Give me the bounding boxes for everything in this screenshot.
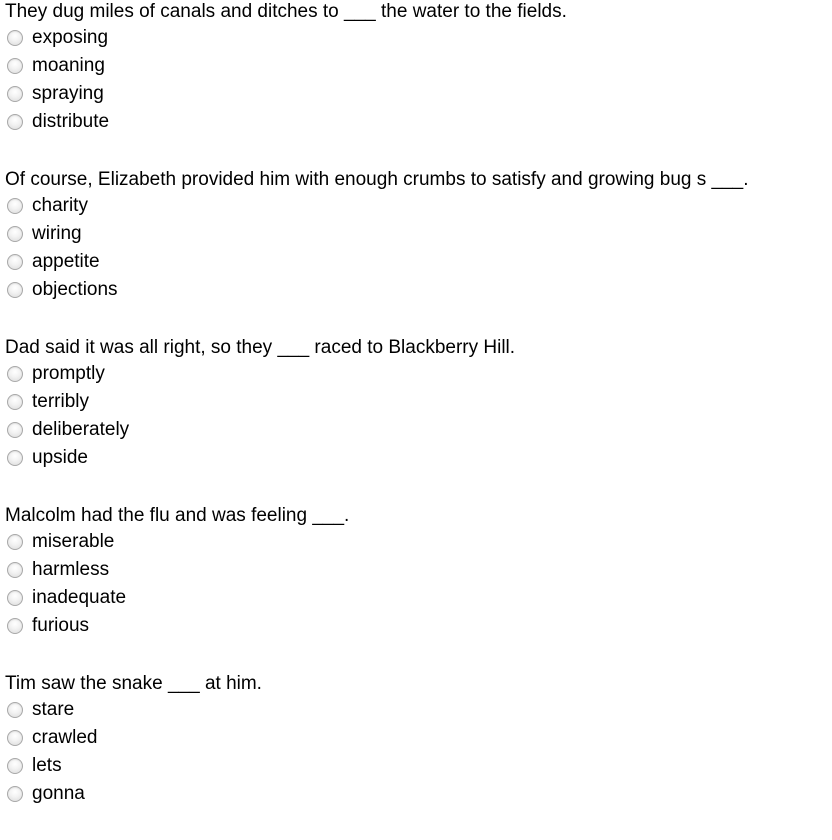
radio-button[interactable] [7,702,23,718]
answer-label[interactable]: stare [32,699,75,720]
radio-button[interactable] [7,30,23,46]
question-3 [5,336,832,504]
question-text: Dad said it was all right, so they ___ raced to Blackberry Hill. [5,337,516,358]
answer-option[interactable] [5,724,832,752]
answer-label[interactable]: miserable [32,531,115,552]
answer-label[interactable]: exposing [32,27,109,48]
answer-label[interactable]: spraying [32,83,104,104]
answer-option[interactable] [5,108,832,136]
answer-label[interactable]: furious [32,615,90,636]
radio-button[interactable] [7,198,23,214]
answer-option[interactable] [5,556,832,584]
question-2 [5,168,832,336]
answer-option[interactable] [5,360,832,388]
answer-option[interactable] [5,276,832,304]
answer-option[interactable] [5,444,832,472]
question-4 [5,504,832,672]
radio-button[interactable] [7,86,23,102]
radio-button[interactable] [7,366,23,382]
answer-label[interactable]: distribute [32,111,110,132]
radio-button[interactable] [7,618,23,634]
question-text: Malcolm had the flu and was feeling ___. [5,505,350,526]
answer-option[interactable] [5,52,832,80]
answer-label[interactable]: deliberately [32,419,130,440]
radio-button[interactable] [7,730,23,746]
radio-button[interactable] [7,562,23,578]
answer-option[interactable] [5,24,832,52]
radio-button[interactable] [7,422,23,438]
question-text: Tim saw the snake ___ at him. [5,673,262,694]
answer-option[interactable] [5,696,832,724]
question-text: Of course, Elizabeth provided him with enough crumbs to satisfy and growing bug s ___. [5,169,749,190]
answer-option[interactable] [5,528,832,556]
radio-button[interactable] [7,590,23,606]
answer-option[interactable] [5,388,832,416]
radio-button[interactable] [7,58,23,74]
answer-label[interactable]: moaning [32,55,105,76]
answer-option[interactable] [5,192,832,220]
radio-button[interactable] [7,114,23,130]
radio-button[interactable] [7,534,23,550]
answer-option[interactable] [5,780,832,808]
radio-button[interactable] [7,394,23,410]
question-1 [5,0,832,168]
answer-label[interactable]: terribly [32,391,90,412]
radio-button[interactable] [7,282,23,298]
answer-label[interactable]: inadequate [32,587,127,608]
answer-label[interactable]: wiring [32,223,82,244]
answer-option[interactable] [5,248,832,276]
answer-option[interactable] [5,612,832,640]
answer-label[interactable]: crawled [32,727,98,748]
question-5 [5,672,832,840]
answer-option[interactable] [5,220,832,248]
answer-label[interactable]: objections [32,279,118,300]
answer-label[interactable]: harmless [32,559,110,580]
answer-label[interactable]: promptly [32,363,105,384]
radio-button[interactable] [7,254,23,270]
radio-button[interactable] [7,450,23,466]
answer-label[interactable]: upside [32,447,88,468]
answer-option[interactable] [5,416,832,444]
answer-label[interactable]: gonna [32,783,85,804]
radio-button[interactable] [7,758,23,774]
question-text: They dug miles of canals and ditches to ___ the water to the fields. [5,1,567,22]
radio-button[interactable] [7,786,23,802]
answer-option[interactable] [5,584,832,612]
answer-label[interactable]: charity [32,195,88,216]
answer-label[interactable]: lets [32,755,62,776]
answer-option[interactable] [5,752,832,780]
answer-label[interactable]: appetite [32,251,100,272]
radio-button[interactable] [7,226,23,242]
answer-option[interactable] [5,80,832,108]
